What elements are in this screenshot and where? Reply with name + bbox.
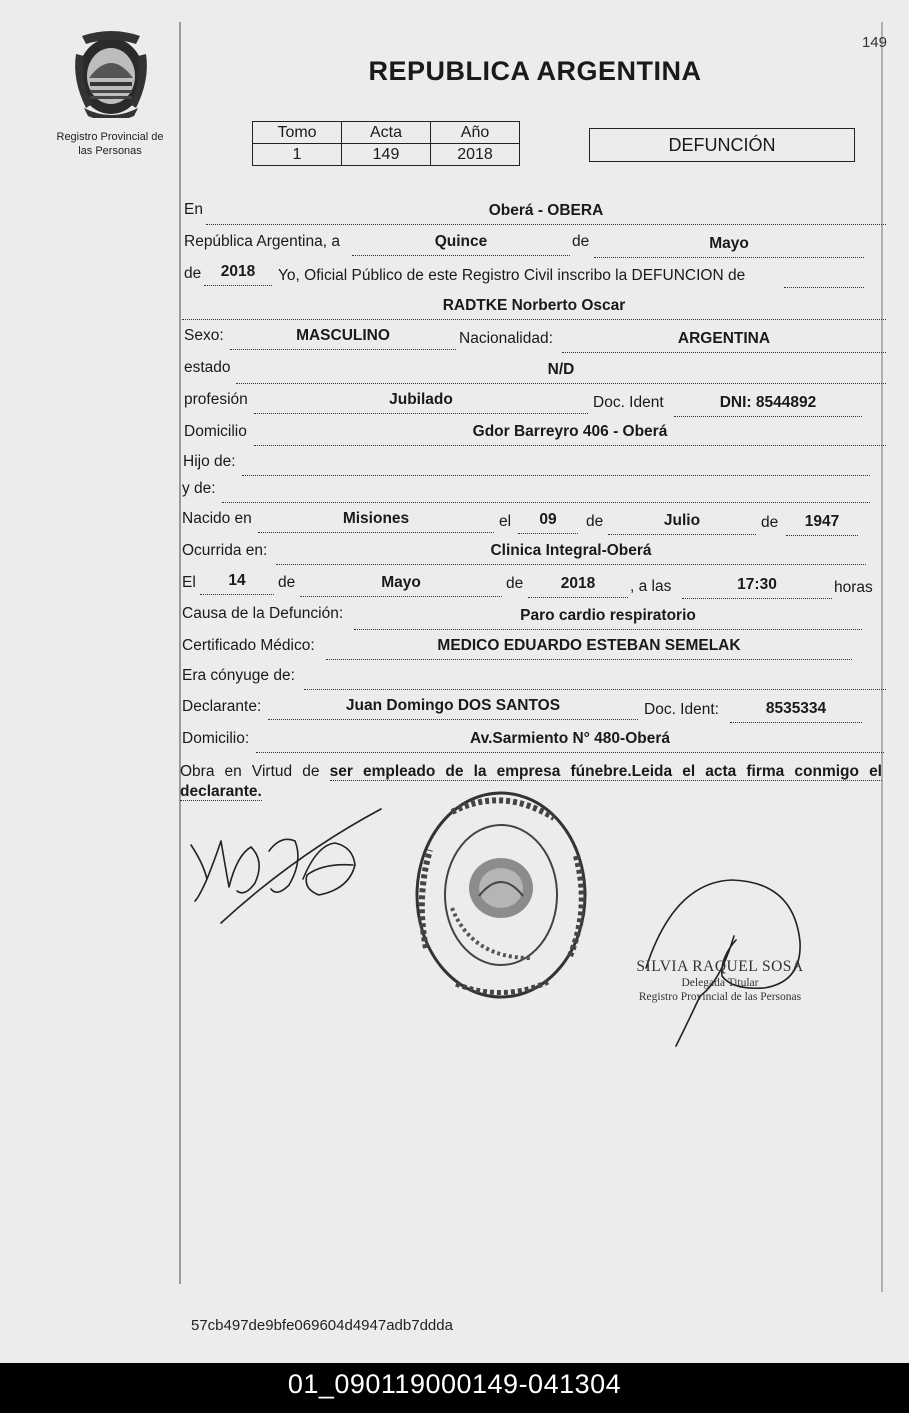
field-nac-anio: 1947 (786, 513, 858, 536)
field-ocurrida-en: Clinica Integral-Oberá (276, 542, 866, 565)
field-sexo: MASCULINO (230, 327, 456, 350)
row-hijo-de (182, 453, 885, 477)
row-inscripcion (182, 265, 885, 289)
label-declarante: Declarante: (182, 698, 262, 715)
row-domicilio (182, 423, 885, 447)
label-nacido-en: Nacido en (182, 510, 252, 527)
label-de-6: de (506, 575, 524, 592)
left-margin-line (179, 22, 181, 1284)
label-certificado: Certificado Médico: (182, 637, 315, 654)
label-profesion: profesión (184, 391, 248, 408)
label-ocurrida-en: Ocurrida en: (182, 542, 268, 559)
label-causa: Causa de la Defunción: (182, 605, 344, 622)
field-causa: Paro cardio respiratorio (354, 607, 862, 630)
record-value-row (253, 144, 520, 166)
page-number: 149 (861, 34, 887, 51)
label-obra: Obra en Virtud de (180, 763, 320, 780)
row-conyuge (182, 667, 885, 691)
field-nac-mes: Julio (608, 512, 756, 535)
provincial-coat-of-arms-icon (68, 30, 154, 118)
official-name-block (600, 958, 840, 1004)
official-role: Delegada Titular (681, 977, 759, 989)
field-declarante: Juan Domingo DOS SANTOS (268, 697, 638, 720)
official-office: Registro Provincial de las Personas (638, 991, 802, 1003)
label-horas: horas (834, 579, 873, 596)
row-causa (182, 605, 885, 629)
label-a-las: , a las (630, 578, 672, 595)
label-yo: Yo, Oficial Público de este Registro Civil inscribo la DEFUNCION de (278, 267, 746, 284)
row-domicilio-declarante (182, 730, 885, 754)
header-tomo: Tomo (253, 122, 342, 144)
row-nacimiento (182, 510, 885, 534)
row-fecha-defuncion (182, 573, 885, 597)
label-de-4: de (761, 514, 779, 531)
document-title: REPUBLICA ARGENTINA (368, 56, 702, 86)
field-domicilio: Gdor Barreyro 406 - Oberá (254, 423, 886, 446)
field-def-hora: 17:30 (682, 576, 832, 599)
row-sexo (182, 327, 885, 351)
field-nac-dia: 09 (518, 511, 578, 534)
header-anio: Año (431, 122, 520, 144)
official-stamp-icon (412, 788, 590, 1003)
header-acta: Acta (342, 122, 431, 144)
row-fecha (182, 233, 885, 257)
value-acta: 149 (342, 144, 431, 166)
field-nacionalidad: ARGENTINA (562, 330, 886, 353)
field-def-anio: 2018 (528, 575, 628, 598)
label-doc-ident-2: Doc. Ident: (644, 701, 719, 718)
row-profesion (182, 391, 885, 415)
label-de-2: de (184, 265, 202, 282)
field-conyuge (304, 667, 886, 690)
label-nacionalidad: Nacionalidad: (459, 330, 553, 347)
field-def-mes: Mayo (300, 574, 502, 597)
label-domicilio-2: Domicilio: (182, 730, 250, 747)
field-y-de (222, 480, 870, 503)
field-dia: Quince (352, 233, 570, 256)
label-el-cap: El (182, 574, 196, 591)
record-header-row (253, 122, 520, 144)
field-anio: 2018 (204, 263, 272, 286)
label-conyuge: Era cónyuge de: (182, 667, 295, 684)
label-estado: estado (184, 359, 231, 376)
field-estado: N/D (236, 361, 886, 384)
official-name: SILVIA RAQUEL SOSA (636, 958, 804, 975)
field-declarante-domicilio: Av.Sarmiento N° 480-Oberá (256, 730, 884, 753)
row-lugar (182, 201, 885, 225)
field-obra-texto-1: ser empleado de la empresa fúnebre.Leida el acta firma conmigo el (329, 763, 882, 780)
document-hash: 57cb497de9bfe069604d4947adb7ddda (191, 1317, 453, 1334)
field-dni: DNI: 8544892 (674, 394, 862, 417)
field-declarante-doc: 8535334 (730, 700, 862, 723)
value-anio: 2018 (431, 144, 520, 166)
label-el: el (499, 513, 512, 530)
field-nombre: RADTKE Norberto Oscar (182, 297, 886, 320)
label-en: En (184, 201, 203, 218)
field-def-dia: 14 (200, 572, 274, 595)
row-y-de (182, 480, 885, 504)
row-nombre (182, 297, 885, 321)
value-tomo: 1 (253, 144, 342, 166)
field-profesion: Jubilado (254, 391, 588, 414)
field-yo-blank (784, 265, 864, 288)
row-estado (182, 359, 885, 383)
row-ocurrida (182, 542, 885, 566)
label-doc-ident: Doc. Ident (593, 394, 664, 411)
label-domicilio: Domicilio (184, 423, 247, 440)
label-republica: República Argentina, a (184, 233, 340, 250)
field-certificado: MEDICO EDUARDO ESTEBAN SEMELAK (326, 637, 852, 660)
label-y-de: y de: (182, 480, 216, 497)
field-obra-texto-2: declarante. (180, 783, 262, 800)
issuing-office-line1: Registro Provincial de (56, 131, 164, 143)
field-mes: Mayo (594, 235, 864, 258)
issuing-office-line2: las Personas (78, 145, 142, 157)
label-de-3: de (586, 513, 604, 530)
label-sexo: Sexo: (184, 327, 224, 344)
field-lugar: Oberá - OBERA (206, 202, 886, 225)
row-declarante (182, 697, 885, 721)
label-de-1: de (572, 233, 590, 250)
label-hijo-de: Hijo de: (183, 453, 236, 470)
record-table (252, 121, 520, 166)
field-nacido-en: Misiones (258, 510, 494, 533)
document-id-bar: 01_090119000149-041304 (0, 1363, 909, 1413)
issuing-office (40, 130, 180, 158)
label-de-5: de (278, 574, 296, 591)
field-hijo-de (242, 453, 870, 476)
row-certificado (182, 637, 885, 661)
declarant-signature-icon (185, 805, 390, 930)
document-type-box: DEFUNCIÓN (589, 128, 855, 162)
